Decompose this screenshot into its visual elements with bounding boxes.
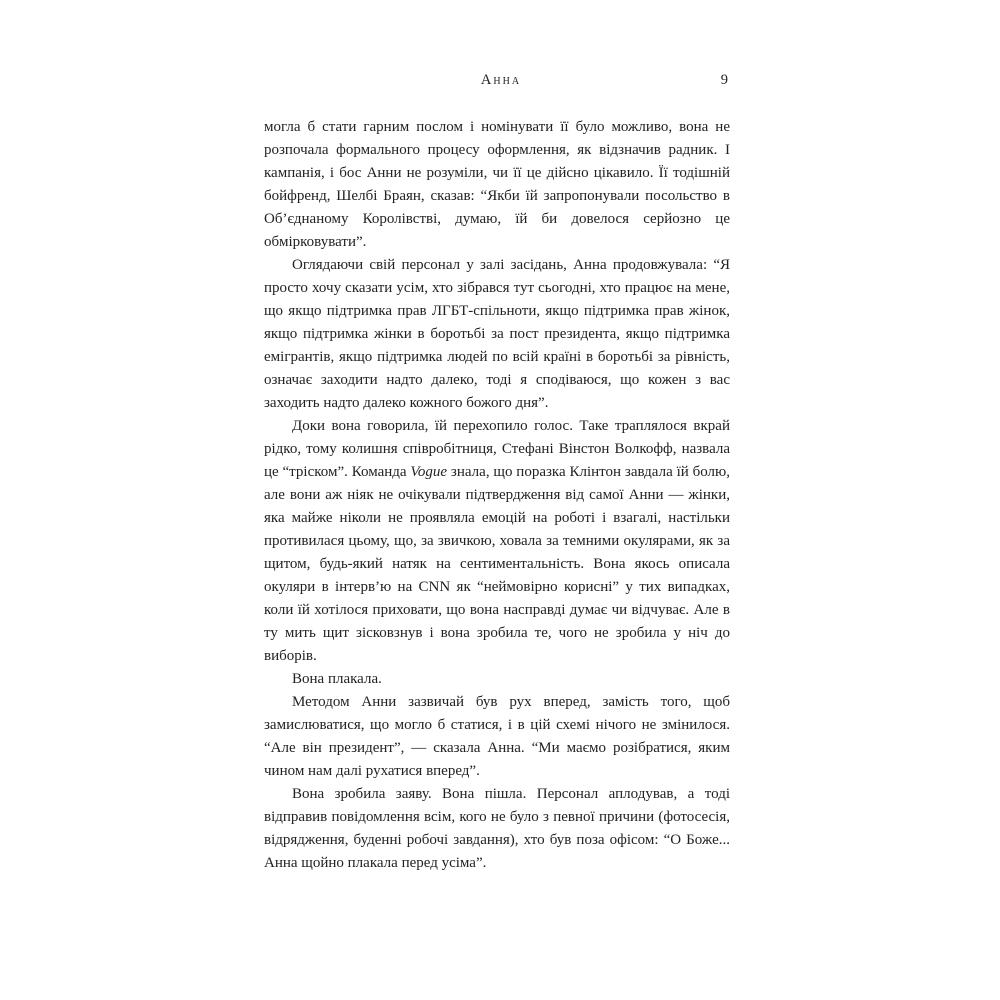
page-number: 9 — [720, 72, 728, 88]
paragraph-text: знала, що поразка Клінтон завдала їй болю, але вони аж ніяк не очікували підтвердження від самої Анни — жінки, яка майже ніколи не проявляла емоцій на роботі і взагалі, настільки противилася цьому, що, за звичкою, ховала за темними окулярами, як за щитом, будь-який натяк на сентиментальність. Вона якось описала окуляри в інтерв’ю на CNN як “неймовірно корисні” у тих випадках, коли їй хотілося приховати, що вона насправді думає чи відчуває. Але в ту мить щит зісковзнув і вона зробила те, чого не зробила у ніч до виборів. — [264, 464, 730, 664]
paragraph-text: Доки вона говорила, їй перехопило голос. Таке траплялося вкрай рідко, тому колишня співробітниця, Стефані Вінстон Волкофф, назвала це “тріском”. Команда — [264, 418, 730, 480]
paragraph-continued: могла б стати гарним послом і номінувати її було можливо, вона не розпочала формального процесу оформлення, як відзначив радник. І кампанія, і бос Анни не розуміли, чи її це дійсно цікавило. Її тодішній бойфренд, Шелбі Браян, сказав: “Якби їй запропонували посольство в Об’єднаному Королівстві, думаю, їй би довелося серйозно це обмірковувати”. — [264, 119, 730, 250]
paragraph: Вона плакала. — [292, 671, 382, 687]
paragraph: Вона зробила заяву. Вона пішла. Персонал аплодував, а тоді відправив повідомлення всім, кого не було з певної причини (фотосесія, відрядження, буденні робочі завдання), хто був поза офісом: “О Боже... Анна щойно плакала перед усіма”. — [264, 786, 730, 871]
body-text — [264, 116, 730, 875]
paragraph: Оглядаючи свій персонал у залі засідань, Анна продовжувала: “Я просто хочу сказати усім, хто зібрався тут сьогодні, хто працює на мене, що якщо підтримка прав ЛГБТ-спільноти, якщо підтримка прав жінок, якщо підтримка жінки в боротьбі за пост президента, якщо підтримка емігрантів, якщо підтримка людей по всій країні в боротьбі за рівність, означає заходити надто далеко, тоді я сподіваюся, що кожен з вас заходить надто далеко кожного божого дня”. — [264, 257, 730, 411]
book-page — [264, 0, 738, 1000]
running-head — [264, 72, 738, 94]
magazine-name: Vogue — [410, 464, 448, 480]
paragraph — [264, 415, 730, 668]
paragraph: Методом Анни зазвичай був рух вперед, замість того, щоб замислюватися, що могло б статися, і в цій схемі нічого не змінилося. “Але він президент”, — сказала Анна. “Ми маємо розібратися, яким чином нам далі рухатися вперед”. — [264, 694, 730, 779]
running-title: Анна — [480, 72, 522, 88]
